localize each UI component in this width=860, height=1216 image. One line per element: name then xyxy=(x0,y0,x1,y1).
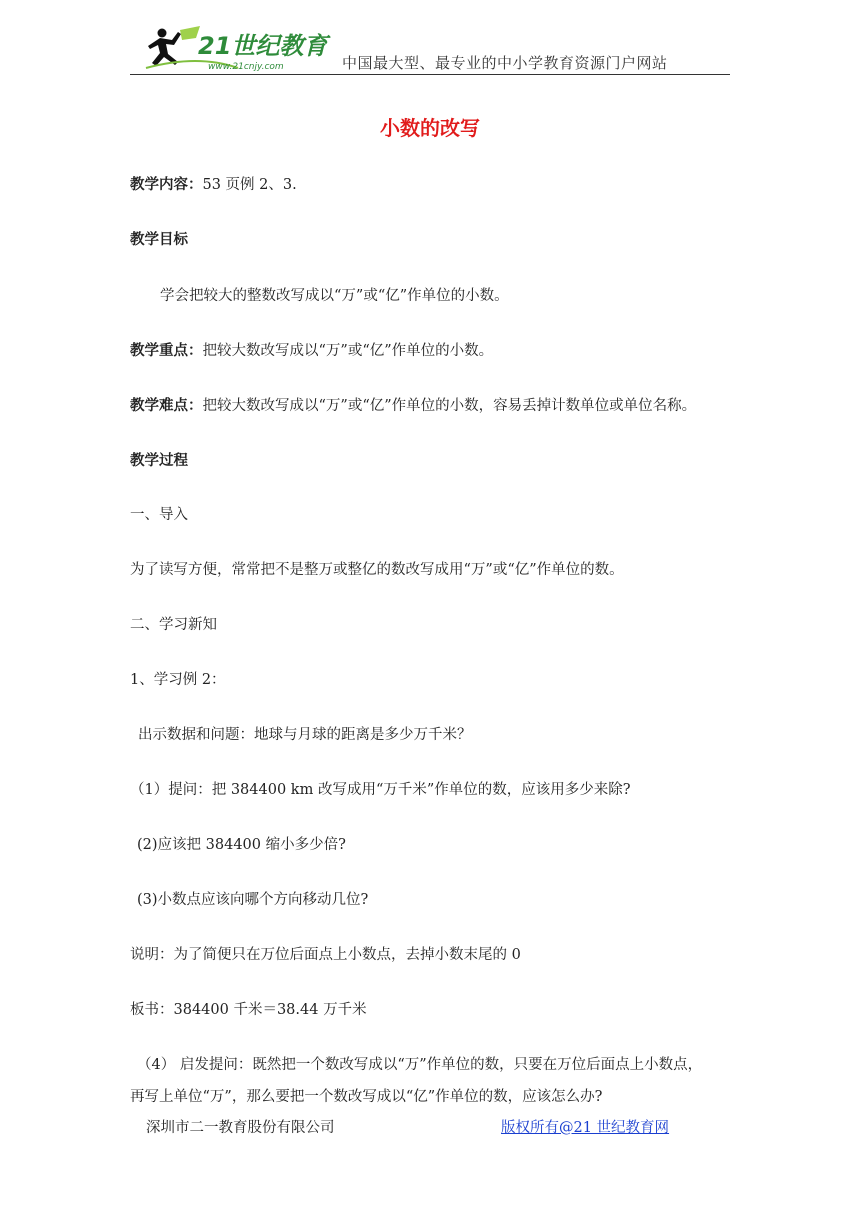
site-logo xyxy=(138,24,338,72)
logo-text: 21世纪教育 xyxy=(198,32,328,60)
question-2: (2)应该把 384400 缩小多少倍? xyxy=(137,837,346,853)
teach-content xyxy=(130,173,297,194)
page-title: 小数的改写 xyxy=(380,116,480,140)
goal-heading: 教学目标 xyxy=(130,231,188,248)
key-point xyxy=(130,339,493,360)
footer-company: 深圳市二一教育股份有限公司 xyxy=(146,1120,335,1136)
question-3: (3)小数点应该向哪个方向移动几位? xyxy=(137,892,369,908)
section-new-knowledge-heading: 二、学习新知 xyxy=(130,617,217,633)
explanation: 说明：为了简便只在万位后面点上小数点，去掉小数末尾的 0 xyxy=(130,947,521,963)
page-header xyxy=(130,22,730,75)
question-4-line-1: （4） 启发提问：既然把一个数改写成以“万”作单位的数，只要在万位后面点上小数点， xyxy=(137,1057,703,1073)
key-text: 把较大数改写成以“万”或“亿”作单位的小数。 xyxy=(202,343,494,359)
teach-content-value: 53 页例 2、3. xyxy=(202,177,297,193)
runner-icon xyxy=(148,29,181,67)
process-heading: 教学过程 xyxy=(130,452,188,469)
goal-text: 学会把较大的整数改写成以“万”或“亿”作单位的小数。 xyxy=(160,288,509,304)
difficulty-label: 教学难点： xyxy=(130,397,203,414)
show-question: 出示数据和问题：地球与月球的距离是多少万千米？ xyxy=(138,727,472,743)
footer-copyright-link[interactable]: 版权所有@21 世纪教育网 xyxy=(501,1120,670,1136)
question-4-line-2: 再写上单位“万”，那么要把一个数改写成以“亿”作单位的数，应该怎么办? xyxy=(130,1089,603,1105)
board-writing: 板书：384400 千米＝38.44 万千米 xyxy=(130,1002,367,1018)
key-label: 教学重点： xyxy=(130,342,203,359)
example-heading: 1、学习例 2： xyxy=(130,672,226,688)
difficulty-point xyxy=(130,394,696,415)
question-1: （1）提问：把 384400 km 改写成用“万千米”作单位的数，应该用多少来除? xyxy=(130,782,631,798)
difficulty-text: 把较大数改写成以“万”或“亿”作单位的小数，容易丢掉计数单位或单位名称。 xyxy=(202,398,697,414)
intro-text: 为了读写方便，常常把不是整万或整亿的数改写成用“万”或“亿”作单位的数。 xyxy=(130,562,624,578)
header-tagline: 中国最大型、最专业的中小学教育资源门户网站 xyxy=(342,54,668,72)
logo-url: www.21cnjy.com xyxy=(208,62,284,72)
teach-content-label: 教学内容： xyxy=(130,176,203,193)
section-intro-heading: 一、导入 xyxy=(130,507,188,523)
